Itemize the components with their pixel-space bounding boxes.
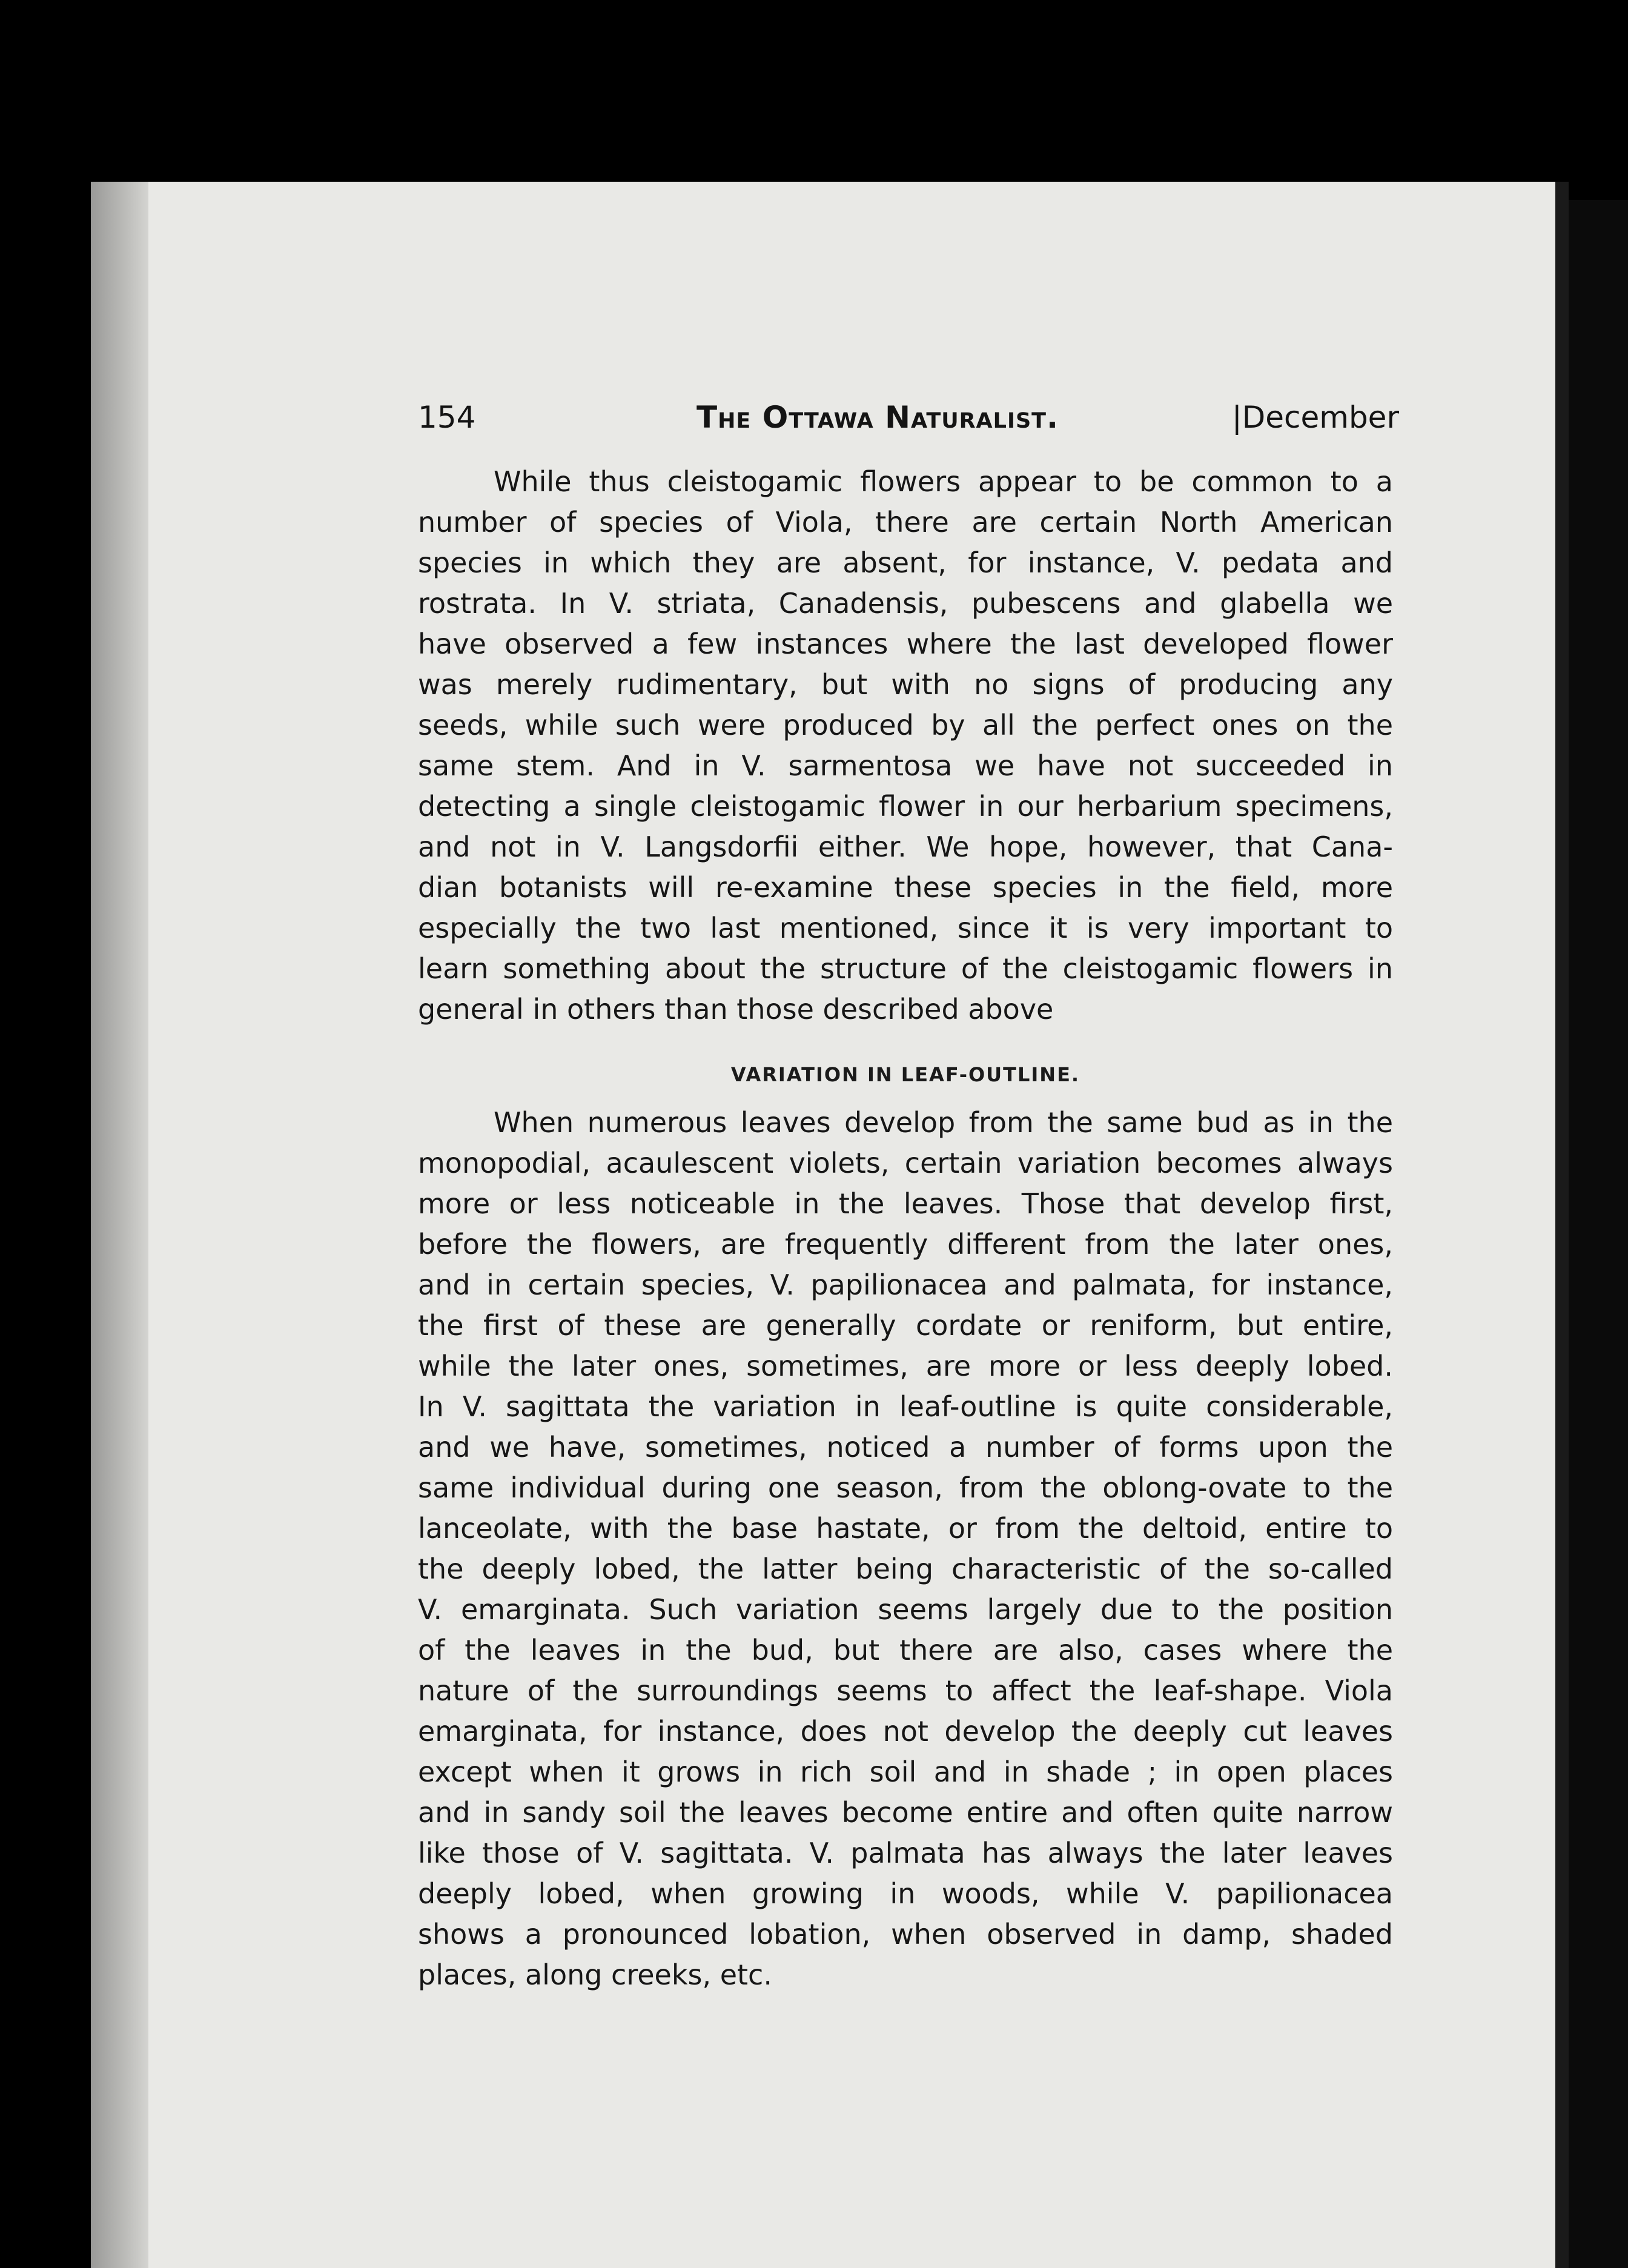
- text-line: was merely rudimentary, but with no signs of producing any: [418, 668, 1393, 701]
- text-line: When numerous leaves develop from the same bud as in the: [494, 1106, 1393, 1139]
- text-line: before the flowers, are frequently different from the later ones,: [418, 1228, 1393, 1261]
- header-month: |December: [1231, 400, 1399, 435]
- running-header: [418, 400, 1399, 442]
- section-heading: VARIATION IN LEAF-OUTLINE.: [730, 1063, 1080, 1086]
- paragraph-cleistogamic-flowers: [418, 462, 1393, 1030]
- page-right-edge: [1555, 182, 1569, 2268]
- text-line: In V. sagittata the variation in leaf-outline is quite considerable,: [418, 1390, 1393, 1423]
- page-number: 154: [418, 400, 476, 435]
- text-line: number of species of Viola, there are certain North American: [418, 506, 1393, 539]
- text-line: nature of the surroundings seems to affect the leaf-shape. Viola: [418, 1674, 1393, 1707]
- text-line: emarginata, for instance, does not develop the deeply cut leaves: [418, 1715, 1393, 1748]
- text-line: like those of V. sagittata. V. palmata has always the later leaves: [418, 1837, 1393, 1869]
- text-line: places, along creeks, etc.: [418, 1958, 772, 1991]
- text-line: the first of these are generally cordate or reniform, but entire,: [418, 1309, 1393, 1342]
- text-line: shows a pronounced lobation, when observed in damp, shaded: [418, 1918, 1393, 1951]
- text-line: the deeply lobed, the latter being characteristic of the so-called: [418, 1553, 1393, 1585]
- text-line: monopodial, acaulescent violets, certain variation becomes always: [418, 1147, 1393, 1179]
- text-line: general in others than those described above: [418, 993, 1054, 1026]
- text-line: V. emarginata. Such variation seems largely due to the position: [418, 1593, 1393, 1626]
- scan-border: [1569, 200, 1628, 2268]
- text-line: detecting a single cleistogamic flower in our herbarium specimens,: [418, 790, 1393, 823]
- page-left-edge: [91, 182, 148, 2268]
- text-line: learn something about the structure of the cleistogamic flowers in: [418, 952, 1393, 985]
- text-line: of the leaves in the bud, but there are also, cases where the: [418, 1634, 1393, 1666]
- text-line: While thus cleistogamic flowers appear to be common to a: [494, 465, 1393, 498]
- text-line: seeds, while such were produced by all the perfect ones on the: [418, 709, 1393, 741]
- text-line: more or less noticeable in the leaves. Those that develop first,: [418, 1187, 1393, 1220]
- paragraph-leaf-variation: [418, 1102, 1393, 1995]
- text-line: lanceolate, with the base hastate, or from the deltoid, entire to: [418, 1512, 1393, 1545]
- text-line: while the later ones, sometimes, are more or less deeply lobed.: [418, 1350, 1393, 1382]
- text-line: and in certain species, V. papilionacea and palmata, for instance,: [418, 1268, 1393, 1301]
- text-line: rostrata. In V. striata, Canadensis, pubescens and glabella we: [418, 587, 1393, 620]
- text-line: and not in V. Langsdorfii either. We hope, however, that Cana-: [418, 831, 1393, 863]
- text-line: and in sandy soil the leaves become entire and often quite narrow: [418, 1796, 1393, 1829]
- text-line: and we have, sometimes, noticed a number of forms upon the: [418, 1431, 1393, 1464]
- text-line: have observed a few instances where the last developed flower: [418, 628, 1393, 660]
- text-line: except when it grows in rich soil and in shade ; in open places: [418, 1756, 1393, 1788]
- text-line: dian botanists will re-examine these species in the field, more: [418, 871, 1393, 904]
- journal-title: The Ottawa Naturalist.: [697, 400, 1059, 435]
- text-line: same individual during one season, from the oblong-ovate to the: [418, 1471, 1393, 1504]
- text-line: species in which they are absent, for instance, V. pedata and: [418, 546, 1393, 579]
- text-line: especially the two last mentioned, since it is very important to: [418, 912, 1393, 944]
- text-line: same stem. And in V. sarmentosa we have not succeeded in: [418, 749, 1393, 782]
- text-line: deeply lobed, when growing in woods, while V. papilionacea: [418, 1877, 1393, 1910]
